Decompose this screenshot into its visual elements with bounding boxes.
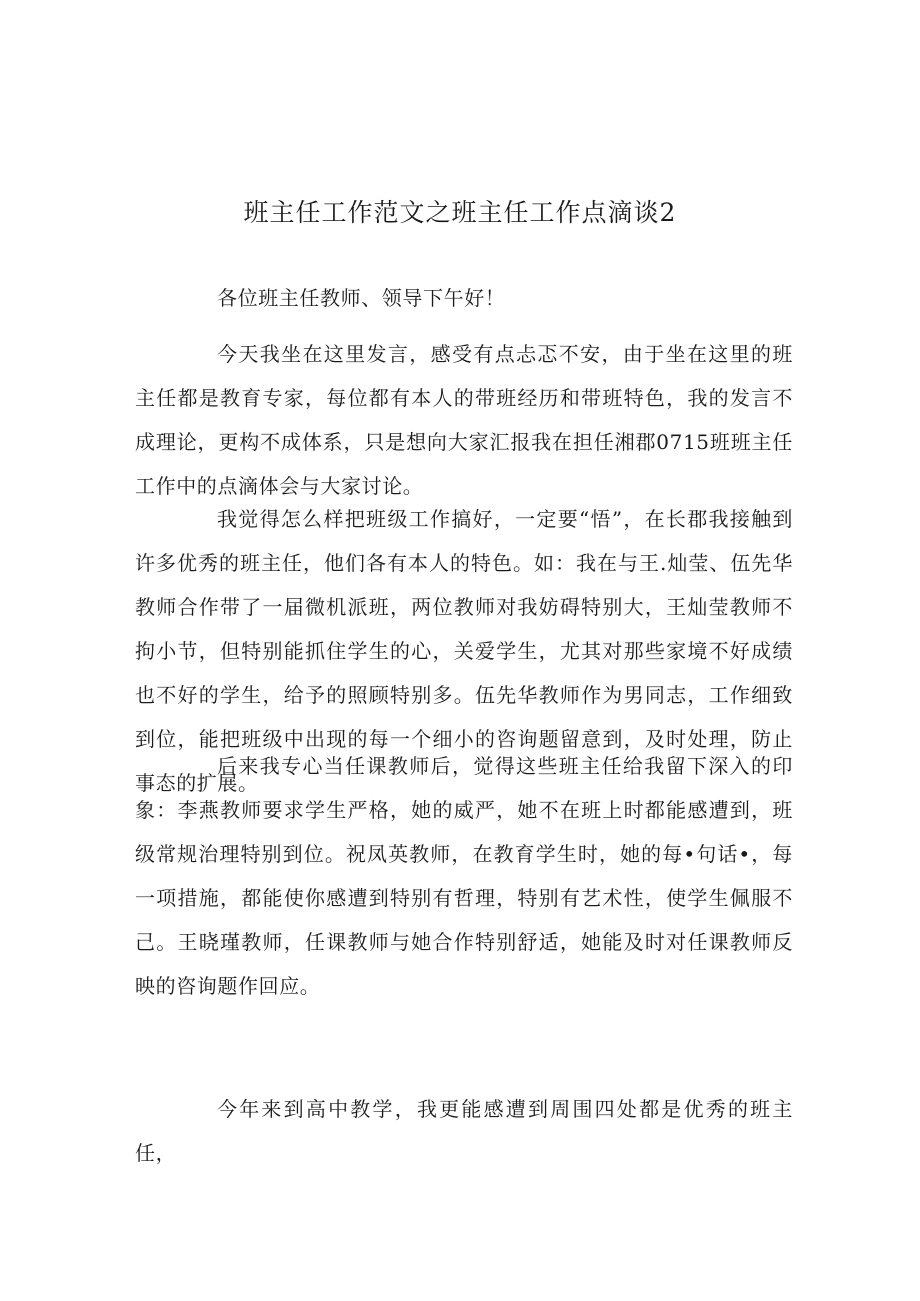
body-paragraph-2: 我觉得怎么样把班级工作搞好，一定要“悟”，在长郡我接触到许多优秀的班主任，他们各有本人的特色。如：我在与王.灿莹、伍先华教师合作带了一届微机派班，两位教师对我妨碍特别大，王灿莹教师不拘小节，但特别能抓住学生的心，关爱学生，尤其对那些家境不好成绩也不好的学生，给予的照顾特别多。伍先华教师作为男同志，工作细致到位，能把班级中出现的每一个细小的咨询题留意到，及时处理，防止事态的扩展。 [135,507,793,795]
body-paragraph-4: 今年来到高中教学，我更能感遭到周围四处都是优秀的班主任， [135,1097,793,1165]
document-title: 班主任工作范文之班主任工作点滴谈2 [243,198,677,227]
body-paragraph-1: 今天我坐在这里发言，感受有点忐忑不安，由于坐在这里的班主任都是教育专家，每位都有本人的带班经历和带班特色，我的发言不成理论，更构不成体系，只是想向大家汇报我在担任湘郡0715班班主任工作中的点滴体会与大家讨论。 [135,342,793,498]
body-paragraph-3: 后来我专心当任课教师后，觉得这些班主任给我留下深入的印象：李燕教师要求学生严格，她的威严，她不在班上时都能感遭到，班级常规治理特别到位。祝凤英教师，在教育学生时，她的每•句话•，每一项措施，都能使你感遭到特别有哲理，特别有艺术性，使学生佩服不己。王晓瑾教师，任课教师与她合作特别舒适，她能及时对任课教师反映的咨询题作回应。 [135,754,793,998]
greeting-paragraph: 各位班主任教师、领导下午好！ [217,286,506,310]
